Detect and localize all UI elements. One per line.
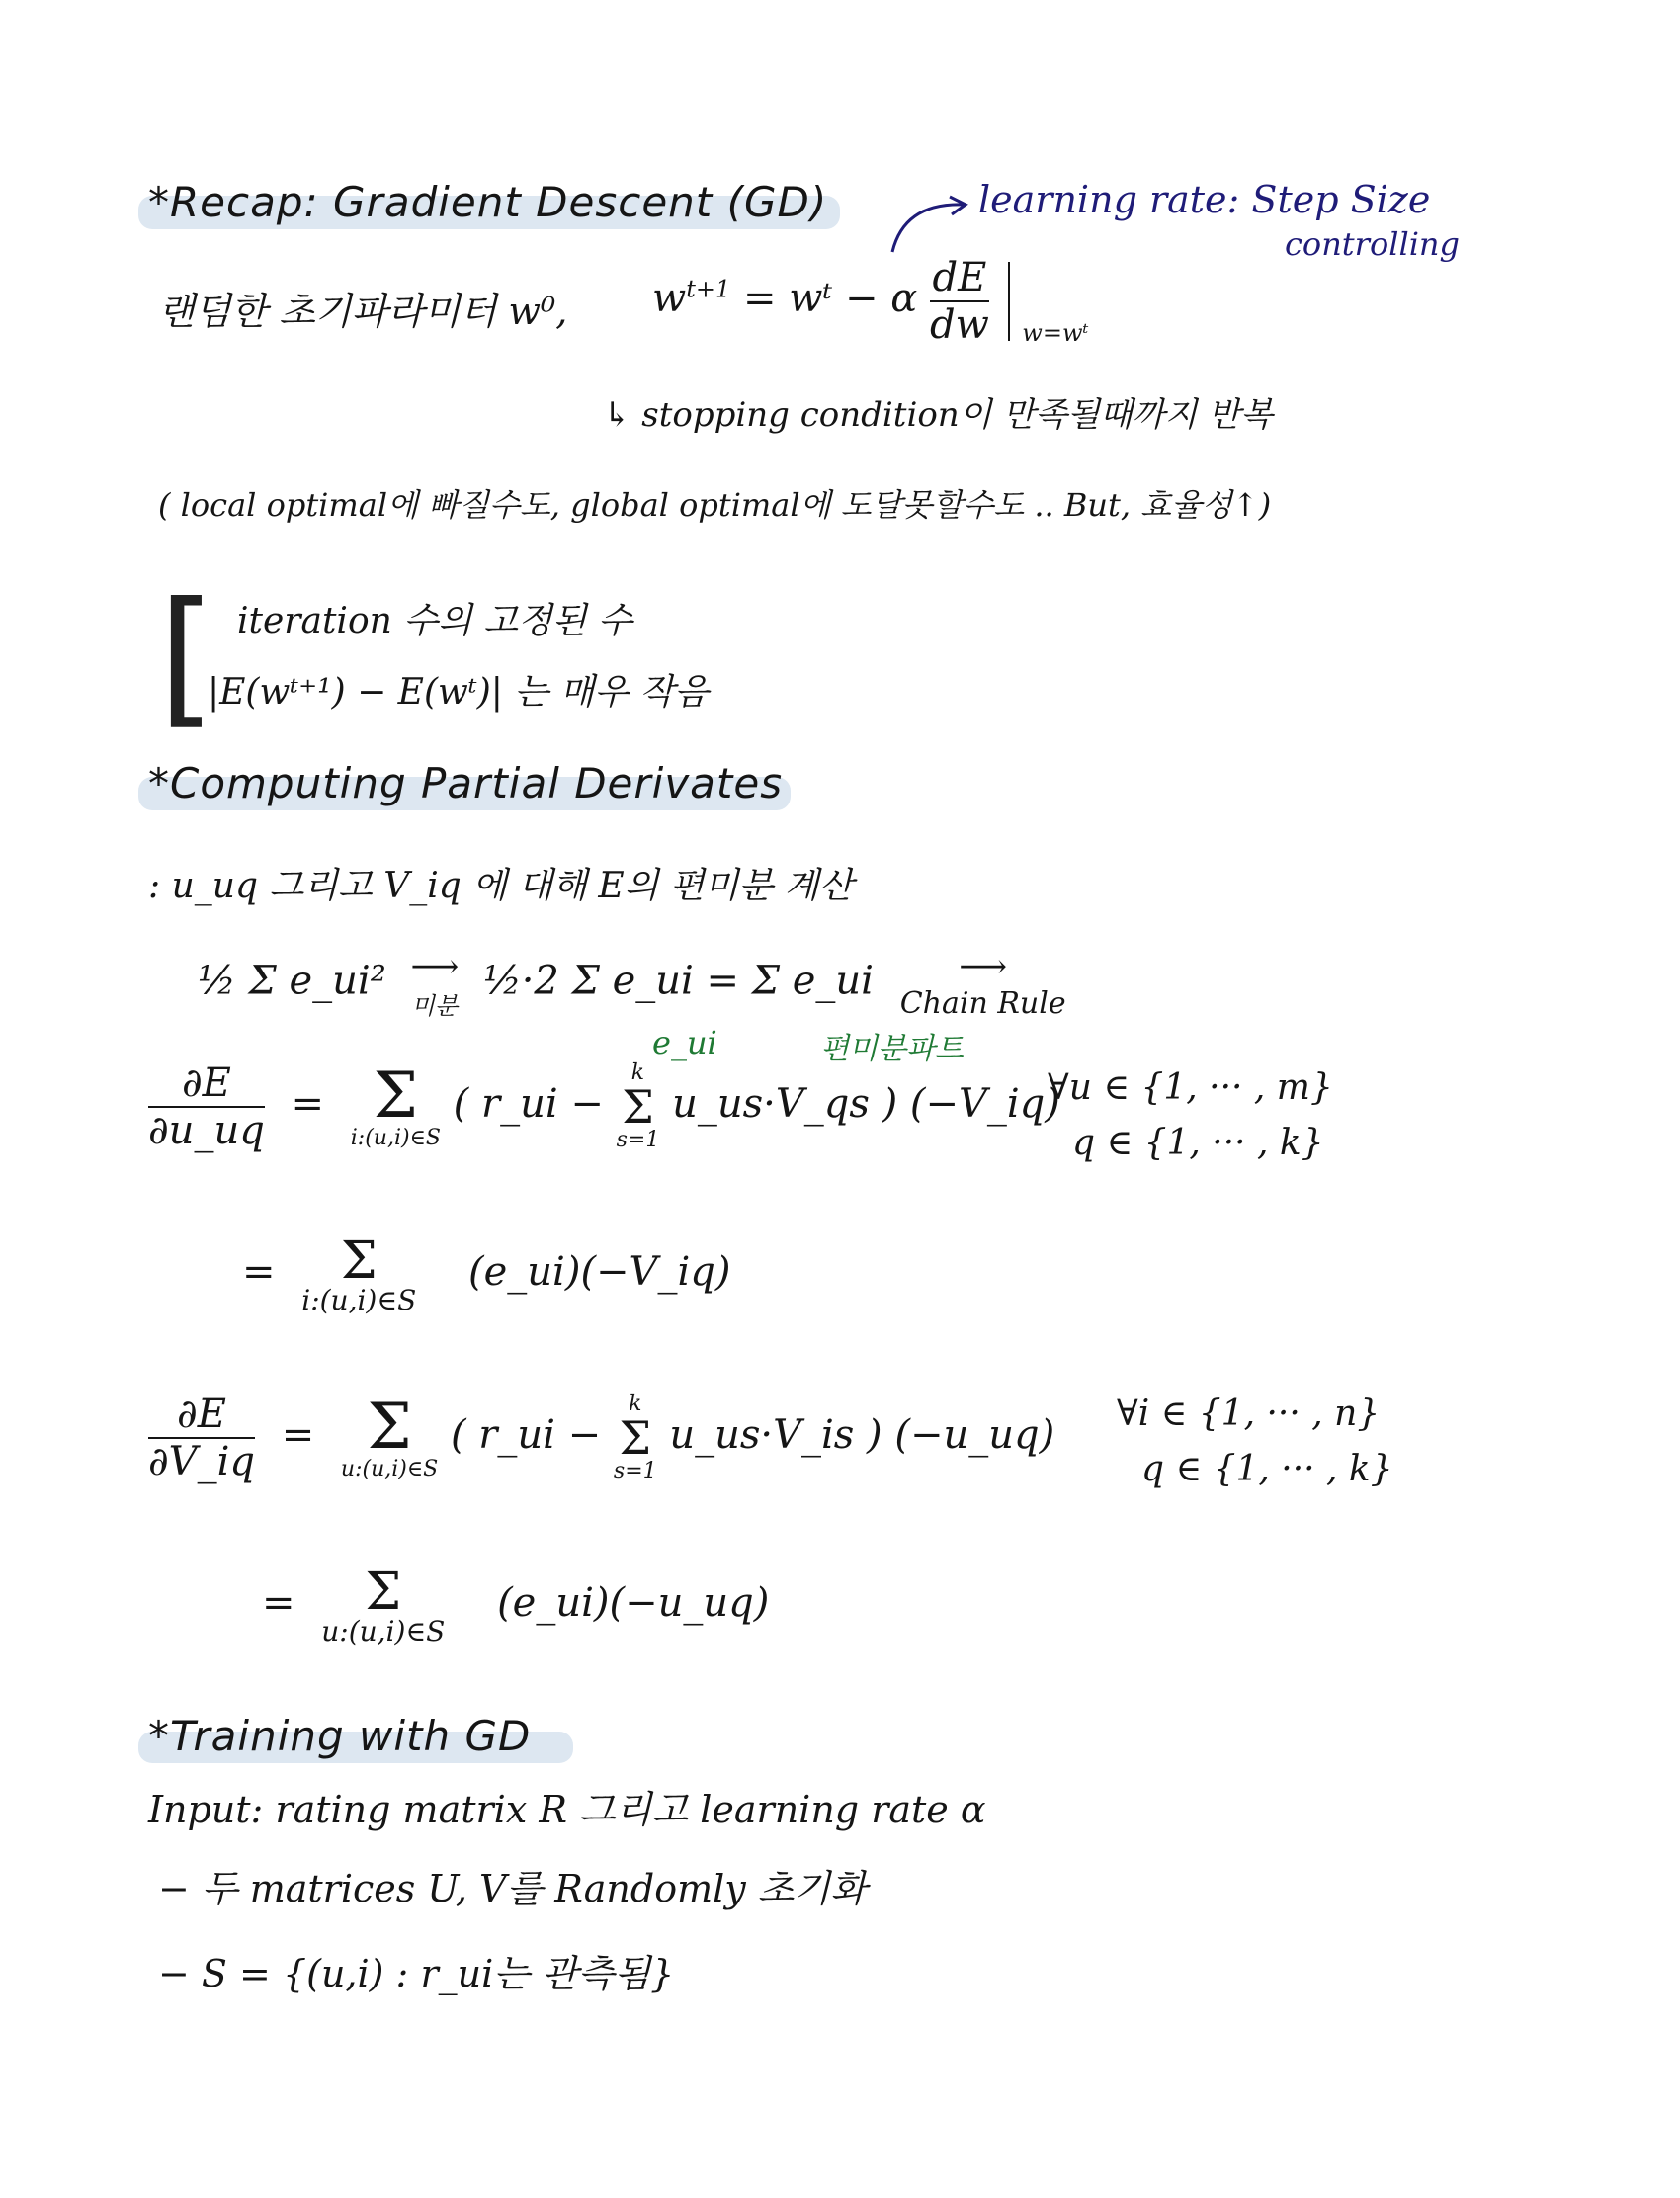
local-optimal-note: ( local optimal에 빠질수도, global optimal에 도달못할수도 .. But, 효율성↑)	[158, 486, 1272, 524]
annotation-arrow	[884, 193, 973, 262]
derivative-u-equation: $\frac{\partial E}{\partial u\_uq}$ = Σ i:(u,i)∈S ( r_ui − k Σ s=1 u_us·V_qs ) (−V_iq)	[148, 1059, 1060, 1153]
simplified-body: (e_ui)(−u_uq)	[497, 1580, 770, 1626]
simplified-sum: Σ u:(u,i)∈S	[321, 1563, 446, 1648]
sum-over-users: Σ u:(u,i)∈S	[340, 1391, 439, 1481]
section-heading-recap: *Recap: Gradient Descent (GD)	[148, 178, 828, 226]
training-step-2: − S = {(u,i) : r_ui는 관측됨}	[158, 1952, 675, 1995]
derivative-fraction	[930, 257, 989, 346]
domain-i: ∀i ∈ {1, ··· , n}	[1117, 1394, 1381, 1434]
arrow-label-chain-rule: Chain Rule	[899, 986, 1066, 1021]
arrow-label-derivative: 미분	[411, 992, 459, 1020]
derivative-v-num: ∂E	[177, 1392, 226, 1437]
sum-subscript: i:(u,i)∈S	[350, 1126, 441, 1150]
update-rule	[652, 257, 1088, 347]
derivative-v-body-pre: ( r_ui −	[450, 1412, 602, 1458]
simplified-sum: Σ i:(u,i)∈S	[301, 1231, 417, 1316]
label-eui: e_ui	[652, 1024, 717, 1061]
simplified-body: (e_ui)(−V_iq)	[468, 1249, 731, 1295]
annotation-learning-rate: learning rate: Step Size	[978, 178, 1431, 221]
condition-bracket: [	[158, 571, 216, 743]
simplified-sum-sub: u:(u,i)∈S	[321, 1615, 446, 1648]
domain-q: q ∈ {1, ··· , k}	[1072, 1123, 1324, 1163]
derivative-v-fraction	[148, 1394, 255, 1482]
derivative-v-simplified: = Σ u:(u,i)∈S (e_ui)(−u_uq)	[262, 1563, 770, 1648]
chain-rule-line: ½ Σ e_ui² ⟶ 미분 ½·2 Σ e_ui = Σ e_ui ⟶ Chain Rule	[198, 947, 1066, 1021]
fraction-numerator: dE	[932, 255, 987, 300]
derivative-u-body-post: u_us·V_qs ) (−V_iq)	[672, 1081, 1060, 1127]
partial-derivative-intro: : u_uq 그리고 V_iq 에 대해 E의 편미분 계산	[148, 866, 854, 906]
derivative-v-equation: $\frac{\partial E}{\partial V\_iq}$ = Σ u:(u,i)∈S ( r_ui − k Σ s=1 u_us·V_is ) (−u_uq)	[148, 1391, 1055, 1484]
inner-sum: k Σ s=1	[616, 1060, 660, 1152]
section-heading-partial-derivates: *Computing Partial Derivates	[148, 759, 784, 807]
derivative-u-simplified: = Σ i:(u,i)∈S (e_ui)(−V_iq)	[242, 1231, 731, 1316]
domain-q-2: q ∈ {1, ··· , k}	[1141, 1449, 1393, 1489]
inner-sum-sup: k	[629, 1392, 642, 1416]
derivative-v-body-post: u_us·V_is ) (−u_uq)	[669, 1412, 1055, 1458]
update-mid: = wᵗ − α	[743, 276, 918, 321]
training-step-1: − 두 matrices U, V를 Randomly 초기화	[158, 1867, 867, 1910]
derivative-u-body-pre: ( r_ui −	[453, 1081, 604, 1127]
fraction-denominator: dw	[930, 302, 989, 348]
inner-sum-sup: k	[630, 1060, 645, 1085]
stopping-condition-2: |E(wᵗ⁺¹) − E(wᵗ)| 는 매우 작음	[208, 672, 710, 713]
inner-sum-sub: s=1	[616, 1128, 660, 1152]
stopping-condition-1: iteration 수의 고정된 수	[237, 601, 632, 641]
simplified-sum-sub: i:(u,i)∈S	[301, 1284, 417, 1316]
derivative-u-den: ∂u_uq	[148, 1108, 265, 1153]
chain-mid: ½·2 Σ e_ui = Σ e_ui	[482, 958, 874, 1004]
update-sup: t+1	[686, 275, 731, 303]
training-input: Input: rating matrix R 그리고 learning rate α	[148, 1788, 986, 1831]
evaluation-subscript: w=wᵗ	[1022, 319, 1089, 347]
inner-sum: k Σ s=1	[613, 1392, 657, 1483]
domain-u: ∀u ∈ {1, ··· , m}	[1048, 1067, 1333, 1108]
label-partial-part: 편미분파트	[820, 1032, 964, 1066]
inner-sum-sub: s=1	[613, 1459, 657, 1483]
stopping-condition-text: ↳ stopping condition이 만족될때까지 반복	[603, 395, 1273, 435]
init-parameter-text: 랜덤한 초기파라미터 w⁰,	[158, 290, 568, 333]
derivative-u-num: ∂E	[181, 1060, 231, 1106]
annotation-controlling: controlling	[1285, 225, 1461, 263]
sum-over-items: Σ i:(u,i)∈S	[350, 1059, 441, 1150]
section-heading-training: *Training with GD	[148, 1712, 532, 1760]
chain-lhs: ½ Σ e_ui²	[198, 958, 386, 1004]
derivative-u-fraction	[148, 1062, 265, 1151]
sum-subscript: u:(u,i)∈S	[340, 1457, 439, 1481]
derivative-v-den: ∂V_iq	[148, 1439, 255, 1484]
update-lhs: w	[652, 276, 687, 321]
